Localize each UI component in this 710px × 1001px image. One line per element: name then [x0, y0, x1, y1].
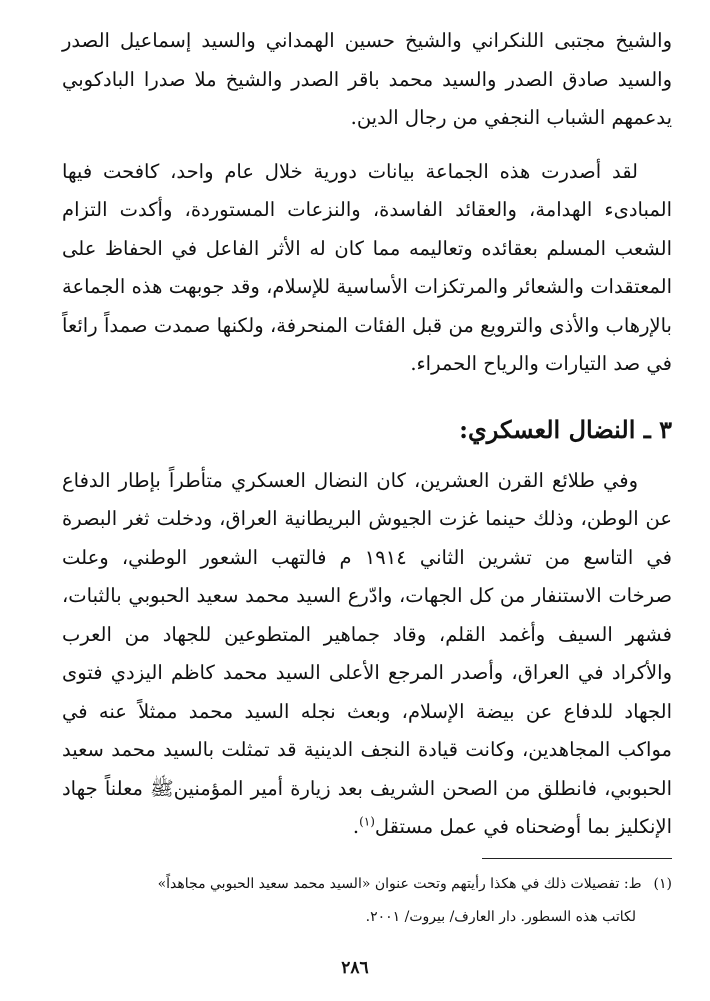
footnote-line-1 [62, 868, 672, 901]
footnotes [62, 868, 672, 934]
paragraph-2: لقد أصدرت هذه الجماعة بيانات دورية خلال عام واحد، كافحت فيها المبادىء الهدامة، والعقائد الفاسدة، والنزعات المستوردة، وأكدت التزام الشعب المسلم بعقائده وتعاليمه مما كان له الأثر الفاعل في الحفاظ على المعتقدات والشعائر والمرتكزات الأساسية للإسلام، وقد جوبهت هذه الجماعة بالإرهاب والأذى والترويع من قبل الفئات المنحرفة، ولكنها صمدت صمداً رائعاً في صد التيارات والرياح الحمراء. [62, 159, 672, 375]
page-number: ٢٨٦ [341, 958, 369, 978]
section-heading: ٣ ـ النضال العسكري: [459, 414, 672, 444]
footnote-text-1: ط: تفصيلات ذلك في هكذا رأيتهم وتحت عنوان «السيد محمد سعيد الحبوبي مجاهداً» [157, 876, 642, 892]
paragraph-3-period: . [352, 815, 360, 838]
paragraph-3 [62, 462, 672, 847]
footnote-line-2: لكاتب هذه السطور. دار العارف/ بيروت/ ٢٠٠١. [365, 909, 636, 925]
paragraph-3-text: وفي طلائع القرن العشرين، كان النضال العسكري متأطراً بإطار الدفاع عن الوطن، وذلك حينما غزت الجيوش البريطانية العراق، ودخلت ثغر البصرة في التاسع من تشرين الثاني ١٩١٤ م فالتهب الشعور الوطني، وعلت صرخات الاستنفار من كل الجهات، وادّرع السيد محمد سعيد الحبوبي بالثبات، فشهر السيف وأغمد القلم، وقاد جماهير المتطوعين للجهاد من العرب والأكراد في العراق، وأصدر المرجع الأعلى السيد محمد كاظم اليزدي فتوى الجهاد للدفاع عن بيضة الإسلام، وبعث نجله السيد محمد ممثلاً عنه في مواكب المجاهدين، وكانت قيادة النجف الدينية قد تمثلت بالسيد محمد سعيد الحبوبي، فانطلق من الصحن الشريف بعد زيارة أمير المؤمنين [62, 468, 673, 800]
paragraph-1: والشيخ مجتبى اللنكراني والشيخ حسين الهمداني والسيد إسماعيل الصدر والسيد صادق الصدر والسيد محمد باقر الصدر والشيخ ملا صدرا البادكوبي يدعمهم الشباب النجفي من رجال الدين. [62, 29, 672, 129]
paragraph-3-end: معلناً جهاد الإنكليز بما أوضحناه في عمل مستقل [62, 776, 672, 838]
footnote-reference[interactable]: (١) [359, 814, 375, 829]
footnote-marker: (١) [653, 876, 672, 892]
footnote-divider [482, 858, 672, 859]
page-body [62, 22, 672, 847]
honorific-glyph: ﷺ [150, 776, 174, 800]
